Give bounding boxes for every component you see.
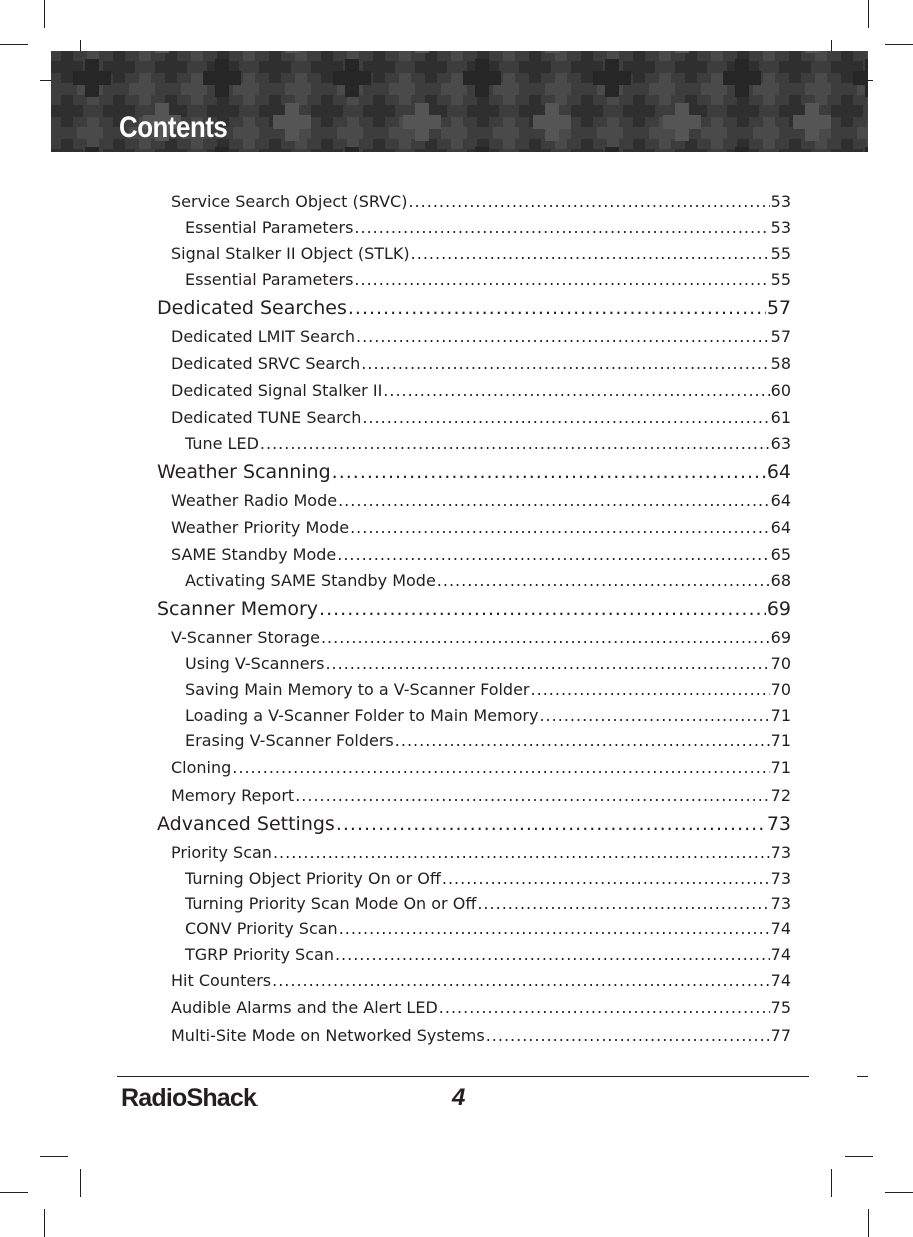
toc-entry[interactable] — [185, 218, 791, 237]
toc-entry[interactable] — [185, 654, 791, 673]
toc-entry-title: TGRP Priority Scan — [185, 945, 334, 964]
toc-entry[interactable] — [171, 327, 791, 346]
toc-entry[interactable] — [171, 786, 791, 805]
toc-entry[interactable] — [171, 491, 791, 510]
toc-leader-dots — [272, 971, 770, 990]
toc-leader-dots — [354, 270, 769, 289]
toc-entry-title: Advanced Settings — [157, 813, 335, 835]
toc-entry-title: Weather Priority Mode — [171, 518, 350, 537]
toc-entry[interactable] — [185, 731, 791, 750]
toc-entry-page: 73 — [770, 894, 791, 913]
toc-entry-title: Tune LED — [185, 434, 259, 453]
toc-leader-dots — [486, 1026, 770, 1045]
toc-entry[interactable] — [171, 628, 791, 647]
toc-entry[interactable] — [171, 1026, 791, 1045]
toc-leader-dots — [260, 434, 770, 453]
toc-leader-dots — [325, 654, 769, 673]
toc-leader-dots — [383, 381, 769, 400]
toc-entry[interactable] — [157, 297, 791, 319]
toc-entry[interactable] — [171, 408, 791, 427]
toc-entry-page: 53 — [770, 218, 791, 237]
toc-leader-dots — [439, 998, 770, 1017]
toc-entry[interactable] — [171, 354, 791, 373]
toc-entry-title: Priority Scan — [171, 843, 272, 862]
toc-entry-page: 64 — [766, 461, 791, 483]
toc-leader-dots — [350, 518, 770, 537]
toc-entry[interactable] — [185, 945, 791, 964]
toc-entry[interactable] — [171, 545, 791, 564]
toc-entry[interactable] — [185, 270, 791, 289]
toc-entry-title: Cloning — [171, 758, 232, 777]
toc-leader-dots — [338, 491, 770, 510]
crop-mark — [40, 1156, 68, 1157]
toc-entry-page: 57 — [766, 297, 791, 319]
toc-entry-page: 72 — [770, 786, 791, 805]
toc-entry-title: Saving Main Memory to a V-Scanner Folder — [185, 680, 530, 699]
toc-entry[interactable] — [171, 758, 791, 777]
toc-leader-dots — [348, 297, 766, 319]
toc-entry-title: Erasing V-Scanner Folders — [185, 731, 394, 750]
toc-entry-page: 73 — [770, 869, 791, 888]
toc-entry-page: 64 — [770, 518, 791, 537]
toc-leader-dots — [332, 461, 766, 483]
toc-entry-page: 60 — [770, 381, 791, 400]
toc-leader-dots — [335, 945, 770, 964]
toc-entry-page: 70 — [770, 654, 791, 673]
toc-entry-page: 74 — [770, 919, 791, 938]
toc-entry-page: 74 — [770, 971, 791, 990]
toc-entry-title: Dedicated LMIT Search — [171, 327, 355, 346]
toc-entry-page: 61 — [770, 408, 791, 427]
toc-entry-title: Activating SAME Standby Mode — [185, 571, 436, 590]
toc-entry[interactable] — [157, 461, 791, 483]
toc-entry-page: 58 — [770, 354, 791, 373]
toc-entry[interactable] — [185, 706, 791, 725]
toc-entry-title: Using V-Scanners — [185, 654, 325, 673]
toc-entry[interactable] — [185, 919, 791, 938]
toc-leader-dots — [319, 598, 766, 620]
toc-entry-title: V-Scanner Storage — [171, 628, 320, 647]
page-number: 4 — [452, 1084, 466, 1111]
toc-entry-page: 71 — [770, 706, 791, 725]
toc-entry-title: Essential Parameters — [185, 270, 354, 289]
toc-entry-title: Dedicated Searches — [157, 297, 347, 319]
toc-entry[interactable] — [171, 843, 791, 862]
toc-entry[interactable] — [185, 869, 791, 888]
crop-mark — [0, 44, 28, 45]
toc-entry-title: Weather Radio Mode — [171, 491, 338, 510]
toc-entry-page: 69 — [766, 598, 791, 620]
crop-mark — [44, 0, 45, 28]
toc-leader-dots — [321, 628, 770, 647]
toc-leader-dots — [437, 571, 770, 590]
toc-entry[interactable] — [171, 518, 791, 537]
toc-leader-dots — [273, 843, 770, 862]
toc-entry[interactable] — [171, 381, 791, 400]
toc-entry-title: Essential Parameters — [185, 218, 354, 237]
toc-entry-title: Signal Stalker II Object (STLK) — [171, 244, 410, 263]
brand-logo — [121, 1084, 258, 1113]
crop-mark — [885, 44, 913, 45]
toc-leader-dots — [232, 758, 769, 777]
brand-name: RadioShack — [121, 1084, 257, 1112]
toc-entry-page: 57 — [770, 327, 791, 346]
toc-leader-dots — [442, 869, 770, 888]
toc-leader-dots — [336, 813, 766, 835]
toc-entry-title: Dedicated TUNE Search — [171, 408, 362, 427]
toc-entry-page: 77 — [770, 1026, 791, 1045]
toc-entry-title: Multi-Site Mode on Networked Systems — [171, 1026, 485, 1045]
toc-entry-title: Dedicated Signal Stalker II — [171, 381, 383, 400]
footer-rule-tick — [857, 1076, 868, 1077]
toc-entry-page: 63 — [770, 434, 791, 453]
toc-entry-page: 70 — [770, 680, 791, 699]
toc-entry-page: 74 — [770, 945, 791, 964]
toc-entry-page: 75 — [770, 998, 791, 1017]
toc-entry-page: 69 — [770, 628, 791, 647]
toc-entry[interactable] — [171, 998, 791, 1017]
toc-entry[interactable] — [171, 192, 791, 211]
crop-mark — [80, 1169, 81, 1197]
toc-leader-dots — [356, 327, 770, 346]
toc-entry-title: CONV Priority Scan — [185, 919, 338, 938]
page-title: Contents — [119, 111, 228, 144]
toc-entry-title: Weather Scanning — [157, 461, 331, 483]
toc-entry[interactable] — [171, 244, 791, 263]
toc-entry-title: Dedicated SRVC Search — [171, 354, 361, 373]
crop-mark — [885, 1192, 913, 1193]
toc-entry-page: 71 — [770, 731, 791, 750]
toc-leader-dots — [295, 786, 769, 805]
toc-entry-title: Scanner Memory — [157, 598, 319, 620]
toc-entry-page: 55 — [770, 244, 791, 263]
toc-entry-page: 53 — [770, 192, 791, 211]
toc-entry-title: Service Search Object (SRVC) — [171, 192, 408, 211]
toc-entry[interactable] — [157, 813, 791, 835]
toc-leader-dots — [354, 218, 769, 237]
crop-mark — [831, 1169, 832, 1197]
toc-leader-dots — [411, 244, 770, 263]
toc-leader-dots — [477, 894, 769, 913]
toc-entry[interactable] — [171, 971, 791, 990]
toc-entry[interactable] — [185, 434, 791, 453]
toc-leader-dots — [362, 408, 769, 427]
toc-leader-dots — [408, 192, 769, 211]
crop-mark — [845, 1156, 873, 1157]
crop-mark — [868, 0, 869, 28]
toc-entry-page: 73 — [766, 813, 791, 835]
toc-entry-title: SAME Standby Mode — [171, 545, 337, 564]
toc-entry[interactable] — [157, 598, 791, 620]
toc-leader-dots — [339, 919, 770, 938]
crop-mark — [868, 1209, 869, 1237]
toc-entry-page: 71 — [770, 758, 791, 777]
brand-mark: . — [256, 1099, 259, 1108]
toc-leader-dots — [361, 354, 769, 373]
toc-entry-page: 68 — [770, 571, 791, 590]
toc-entry-page: 65 — [770, 545, 791, 564]
toc-entry-title: Audible Alarms and the Alert LED — [171, 998, 438, 1017]
toc-entry-page: 73 — [770, 843, 791, 862]
toc-entry[interactable] — [185, 894, 791, 913]
toc-leader-dots — [531, 680, 770, 699]
toc-entry-title: Memory Report — [171, 786, 295, 805]
toc-entry-title: Hit Counters — [171, 971, 272, 990]
toc-entry-title: Turning Object Priority On or Off — [185, 869, 441, 888]
toc-entry[interactable] — [185, 680, 791, 699]
toc-entry-page: 64 — [770, 491, 791, 510]
toc-entry-title: Loading a V-Scanner Folder to Main Memory — [185, 706, 539, 725]
toc-entry-title: Turning Priority Scan Mode On or Off — [185, 894, 477, 913]
toc-leader-dots — [539, 706, 769, 725]
toc-entry[interactable] — [185, 571, 791, 590]
toc-entry-page: 55 — [770, 270, 791, 289]
toc-leader-dots — [337, 545, 769, 564]
crop-mark — [0, 1192, 28, 1193]
toc-leader-dots — [395, 731, 770, 750]
header-banner — [51, 51, 868, 152]
footer-rule — [117, 1076, 809, 1077]
crop-mark — [44, 1209, 45, 1237]
